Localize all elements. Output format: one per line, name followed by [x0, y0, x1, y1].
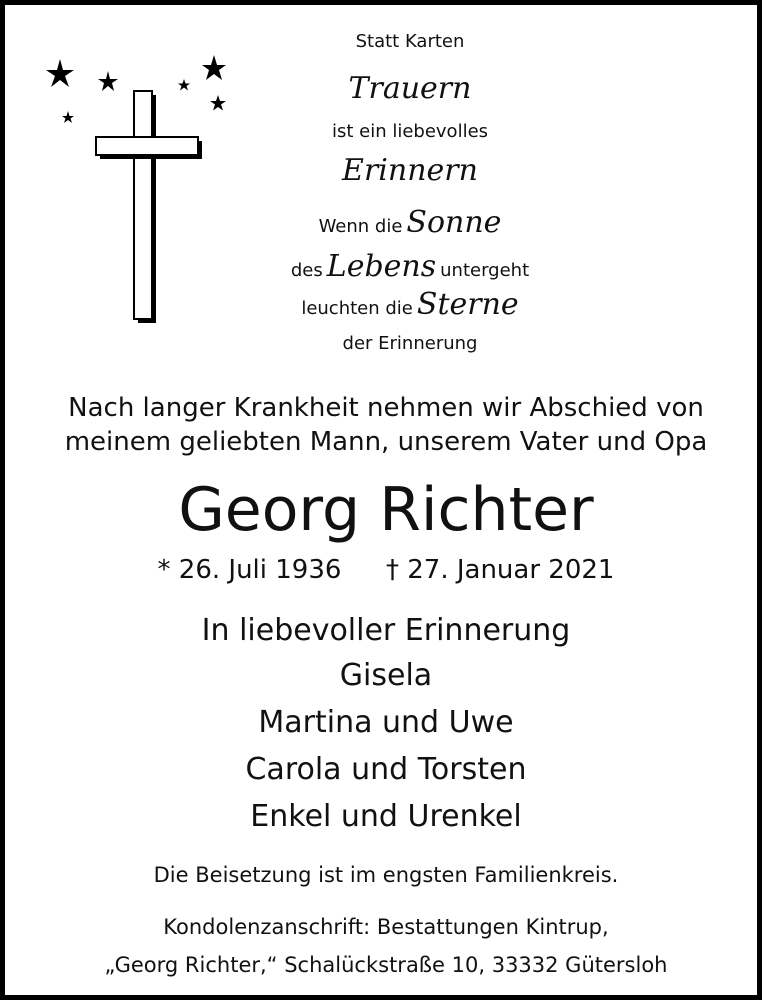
poem-sterne-prefix: leuchten die [301, 298, 413, 319]
mourners-heading: In liebevoller Erinnerung [201, 613, 571, 648]
condolence-address-2: „Georg Richter,“ Schalückstraße 10, 33332 Gütersloh [104, 953, 668, 977]
deceased-name: Georg Richter [178, 475, 594, 545]
poem-line-sterne [255, 287, 565, 322]
birth-date: * 26. Juli 1936 [157, 555, 342, 585]
mourner-name: Enkel und Urenkel [250, 799, 522, 834]
poem-line-erinnern: Erinnern [342, 153, 478, 188]
poem-line-lebens [255, 249, 565, 284]
poem-line-statt-karten: Statt Karten [355, 31, 465, 52]
poem-sonne-word: Sonne [406, 205, 502, 240]
cross-icon [96, 91, 202, 323]
burial-note: Die Beisetzung ist im engsten Familienkreis. [153, 863, 619, 887]
intro-line-2: meinem geliebten Mann, unserem Vater und Opa [64, 427, 708, 457]
star-icon [210, 95, 226, 111]
poem-line-sonne [255, 205, 565, 240]
star-icon [178, 79, 190, 91]
poem-line-trauern: Trauern [348, 71, 472, 106]
life-dates [5, 555, 762, 585]
star-icon [98, 71, 118, 91]
mourner-name: Carola und Torsten [245, 752, 527, 787]
cross-and-stars [30, 45, 240, 335]
intro-line-1: Nach langer Krankheit nehmen wir Abschied von [68, 393, 704, 423]
star-icon [202, 55, 226, 80]
poem-sterne-word: Sterne [416, 287, 519, 322]
star-icon [46, 59, 74, 87]
poem-sonne-prefix: Wenn die [318, 216, 403, 237]
condolence-address-1: Kondolenzanschrift: Bestattungen Kintrup, [163, 915, 609, 939]
death-date: † 27. Januar 2021 [385, 555, 615, 585]
poem-line-erinnerung: der Erinnerung [342, 333, 478, 354]
mourner-name: Gisela [339, 658, 433, 693]
poem-lebens-word: Lebens [326, 249, 437, 284]
decoration-graphic [30, 45, 240, 335]
poem-line-liebevolles: ist ein liebevolles [331, 121, 489, 142]
poem-lebens-suffix: untergeht [440, 260, 530, 281]
poem-lebens-prefix: des [290, 260, 323, 281]
mourner-name: Martina und Uwe [258, 705, 514, 740]
star-icon [62, 111, 74, 123]
